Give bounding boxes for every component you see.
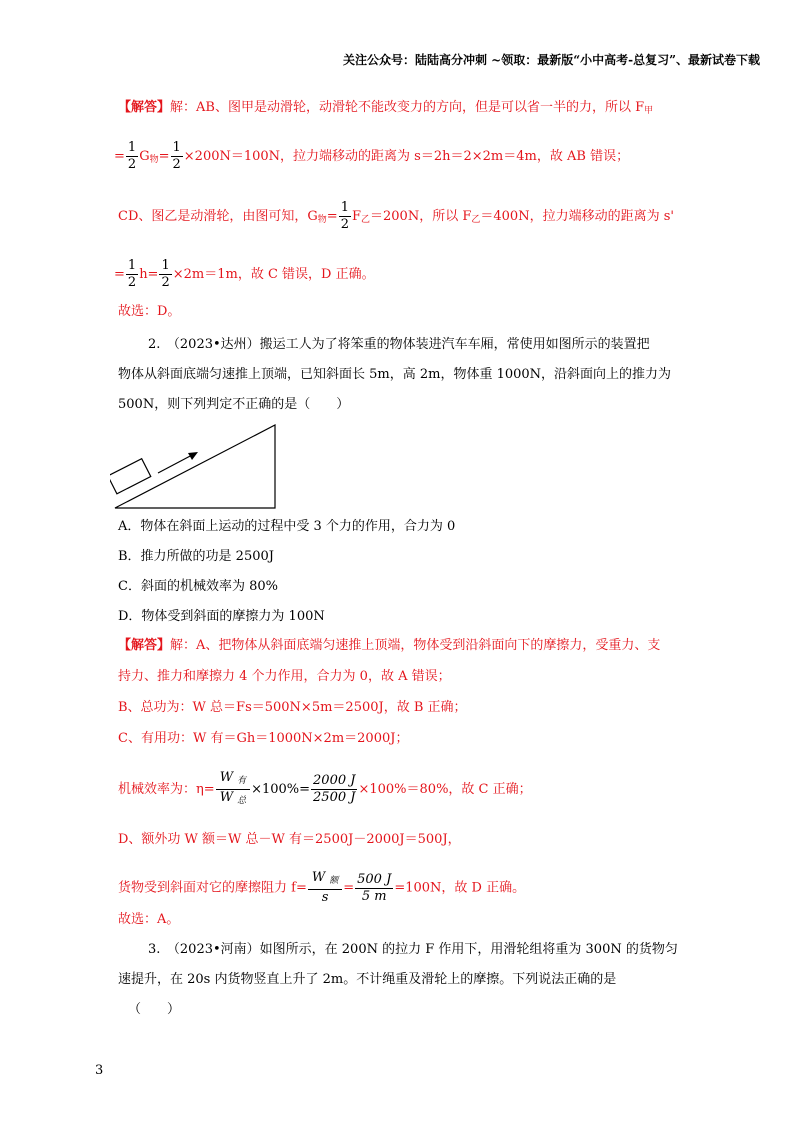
solution-1-line-3: CD、图乙是动滑轮，由图可知，$G_物=$ $\frac{1}{2}$ $F_乙=200N$，所以 $F_乙=400N$，拉力端移动的距离为 s' <box>118 200 674 232</box>
question-3-stem-3: （ ） <box>128 1002 181 1017</box>
option-a: A．物体在斜面上运动的过程中受 3 个力的作用，合力为 0 <box>118 519 456 534</box>
block <box>110 459 151 494</box>
fraction-half: $\frac{1}{2}$ <box>127 258 137 290</box>
incline-diagram <box>110 420 285 515</box>
solution-2-line-6: D、额外功 W 额＝W 总－W 有＝2500J－2000J＝500J， <box>118 832 461 847</box>
question-2-stem-1: 2. （2023•达州）搬运工人为了将笨重的物体装进汽车车厢，常使用如图所示的装置把 <box>148 337 650 352</box>
fraction-500-5: $\frac{500 J}{5 m}$ <box>357 871 392 904</box>
friction-formula: 货物受到斜面对它的摩擦阻力 f= $\frac{W _额}{s}$ = $\frac{500 J}{5 m}$ =100N，故 D 正确。 <box>118 870 526 905</box>
question-2-stem-3: 500N，则下列判定不正确的是（ ） <box>118 397 350 412</box>
solution-1-line-1: 【解答】解：AB、图甲是动滑轮，动滑轮不能改变力的方向，但是可以省一半的力，所以 $F_甲$ <box>118 100 654 116</box>
solution-2-line-2: 持力、推力和摩擦力 4 个力作用，合力为 0，故 A 错误； <box>118 669 451 684</box>
solution-1-line-2: = $\frac{1}{2}$ $G_物=$ $\frac{1}{2}$ ×200N＝100N，拉力端移动的距离为 s＝2h＝2×2m＝4m，故 AB 错误； <box>114 140 630 172</box>
efficiency-formula: 机械效率为：η= $\frac{W _有}{W _总}$ ×100%= $\frac{2000 J}{2500 J}$ ×100%＝80%，故 C 正确； <box>118 770 800 809</box>
solution-2-line-3: B、总功为：W 总＝Fs＝500N×5m＝2500J，故 B 正确； <box>118 700 467 715</box>
option-b: B．推力所做的功是 2500J <box>118 549 274 564</box>
answer-tag: 【解答】 <box>118 638 171 653</box>
fraction-w-over-s: $\frac{W _额}{s}$ <box>308 870 342 906</box>
answer-tag: 【解答】 <box>118 100 171 115</box>
solution-2-line-1: 【解答】解：A、把物体从斜面底端匀速推上顶端，物体受到沿斜面向下的摩擦力，受重力、支 <box>118 638 661 653</box>
solution-1-conclusion: 故选：D。 <box>118 304 181 319</box>
fraction-w-ratio: $\frac{W _有}{W _总}$ <box>216 770 250 809</box>
solution-2-conclusion: 故选：A。 <box>118 912 180 927</box>
fraction-2000-2500: $\frac{2000 J}{2500 J}$ <box>313 773 356 805</box>
fraction-half: $\frac{1}{2}$ <box>172 140 181 172</box>
solution-1-line-4: = $\frac{1}{2}$ h= $\frac{1}{2}$ ×2m＝1m，故 C 错误，D 正确。 <box>114 258 375 290</box>
question-3-stem-2: 速提升，在 20s 内货物竖直上升了 2m。不计绳重及滑轮上的摩擦。下列说法正确的是 <box>118 972 617 987</box>
question-3-stem-1: 3. （2023•河南）如图所示，在 200N 的拉力 F 作用下，用滑轮组将重为 300N 的货物匀 <box>148 942 678 957</box>
question-2-stem-2: 物体从斜面底端匀速推上顶端，已知斜面长 5m，高 2m，物体重 1000N，沿斜面向上的推力为 <box>118 367 672 382</box>
fraction-half: $\frac{1}{2}$ <box>340 200 349 232</box>
page-header: 关注公众号：陆陆高分冲刺 ~领取：最新版“小中高考-总复习”、最新试卷下载 <box>342 53 760 67</box>
fraction-half: $\frac{1}{2}$ <box>127 140 137 172</box>
option-c: C．斜面的机械效率为 80% <box>118 579 278 594</box>
page-number: 3 <box>95 1063 104 1078</box>
option-d: D．物体受到斜面的摩擦力为 100N <box>118 609 325 624</box>
solution-2-line-4: C、有用功：W 有＝Gh＝1000N×2m＝2000J； <box>118 731 409 746</box>
fraction-half: $\frac{1}{2}$ <box>161 258 170 290</box>
